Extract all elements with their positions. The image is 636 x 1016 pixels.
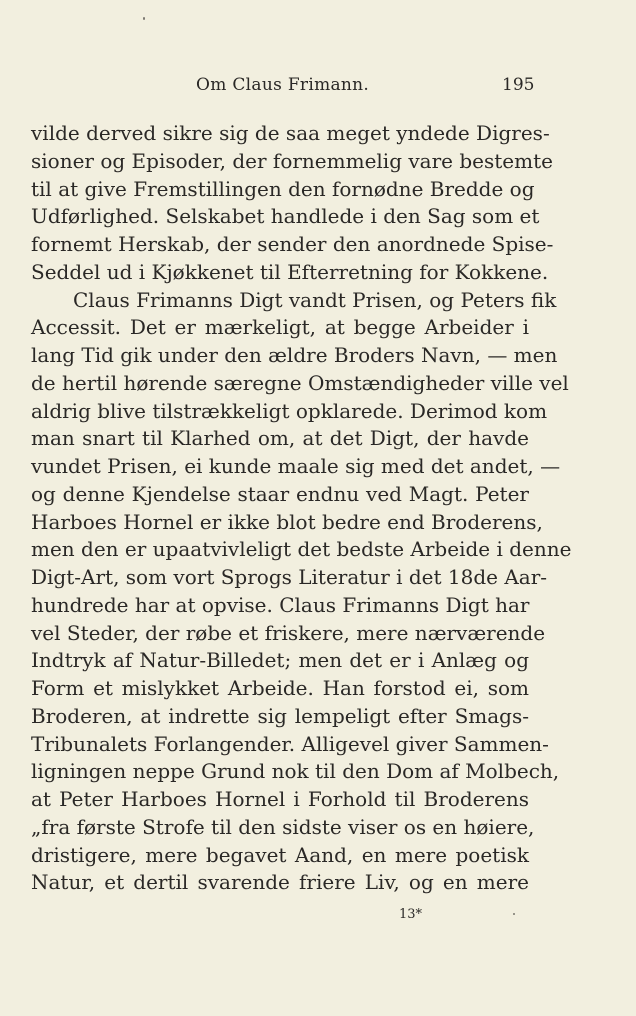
text-line: lang Tid gik under den ældre Broders Navn, — men xyxy=(31,343,558,367)
text-line: vundet Prisen, ei kunde maale sig med det andet, — xyxy=(31,454,561,478)
text-line: Form et mislykket Arbeide. Han forstod ei, som xyxy=(31,676,529,700)
text-line: dristigere, mere begavet Aand, en mere poetisk xyxy=(31,842,529,867)
text-line: ligningen neppe Grund nok til den Dom af Molbech, xyxy=(31,759,560,784)
text-line: hundrede har at opvise. Claus Frimanns Digt har xyxy=(31,592,530,617)
paper-speck xyxy=(143,17,145,20)
text-line: Accessit. Det er mærkeligt, at begge Arbeider i xyxy=(31,315,529,340)
text-line: at Peter Harboes Hornel i Forhold til Broderens xyxy=(31,787,529,811)
paragraph-start-line: Claus Frimanns Digt vandt Prisen, og Peters fik xyxy=(73,287,557,312)
signature-mark: 13* xyxy=(399,907,423,922)
text-line: til at give Fremstillingen den fornødne Bredde og xyxy=(31,176,535,201)
text-line: Tribunalets Forlangender. Alligevel giver Sammen- xyxy=(31,731,549,756)
paper-speck xyxy=(513,913,515,915)
text-line: vilde derved sikre sig de saa meget yndede Digres- xyxy=(31,121,550,145)
text-line: de hertil hørende særegne Omstændigheder ville vel xyxy=(31,370,569,395)
text-line: Natur, et dertil svarende friere Liv, og en mere xyxy=(31,870,529,895)
text-line: Seddel ud i Kjøkkenet til Efterretning for Kokkene. xyxy=(31,259,549,284)
running-title: Om Claus Frimann. xyxy=(196,75,370,95)
text-line: og denne Kjendelse staar endnu ved Magt. Peter xyxy=(31,481,529,506)
text-line: aldrig blive tilstrækkeligt opklarede. Derimod kom xyxy=(31,398,548,423)
text-line: fornemt Herskab, der sender den anordnede Spise- xyxy=(31,232,554,256)
text-line: Harboes Hornel er ikke blot bedre end Broderens, xyxy=(31,509,543,534)
text-line: Udførlighed. Selskabet handlede i den Sag som et xyxy=(31,204,540,229)
text-line: vel Steder, der røbe et friskere, mere nærværende xyxy=(31,620,546,645)
text-line: sioner og Episoder, der fornemmelig vare bestemte xyxy=(31,148,553,173)
text-line: Digt-Art, som vort Sprogs Literatur i det 18de Aar- xyxy=(31,565,548,589)
text-line: Indtryk af Natur-Billedet; men det er i Anlæg og xyxy=(31,648,529,673)
text-line: man snart til Klarhed om, at det Digt, der havde xyxy=(31,426,529,451)
text-line: Broderen, at indrette sig lempeligt efter Smags- xyxy=(31,703,529,728)
page-number: 195 xyxy=(502,75,535,95)
text-line: men den er upaatvivleligt det bedste Arbeide i denne xyxy=(31,537,572,562)
body-text xyxy=(31,120,572,897)
text-line: „fra første Strofe til den sidste viser os en høiere, xyxy=(31,814,535,839)
